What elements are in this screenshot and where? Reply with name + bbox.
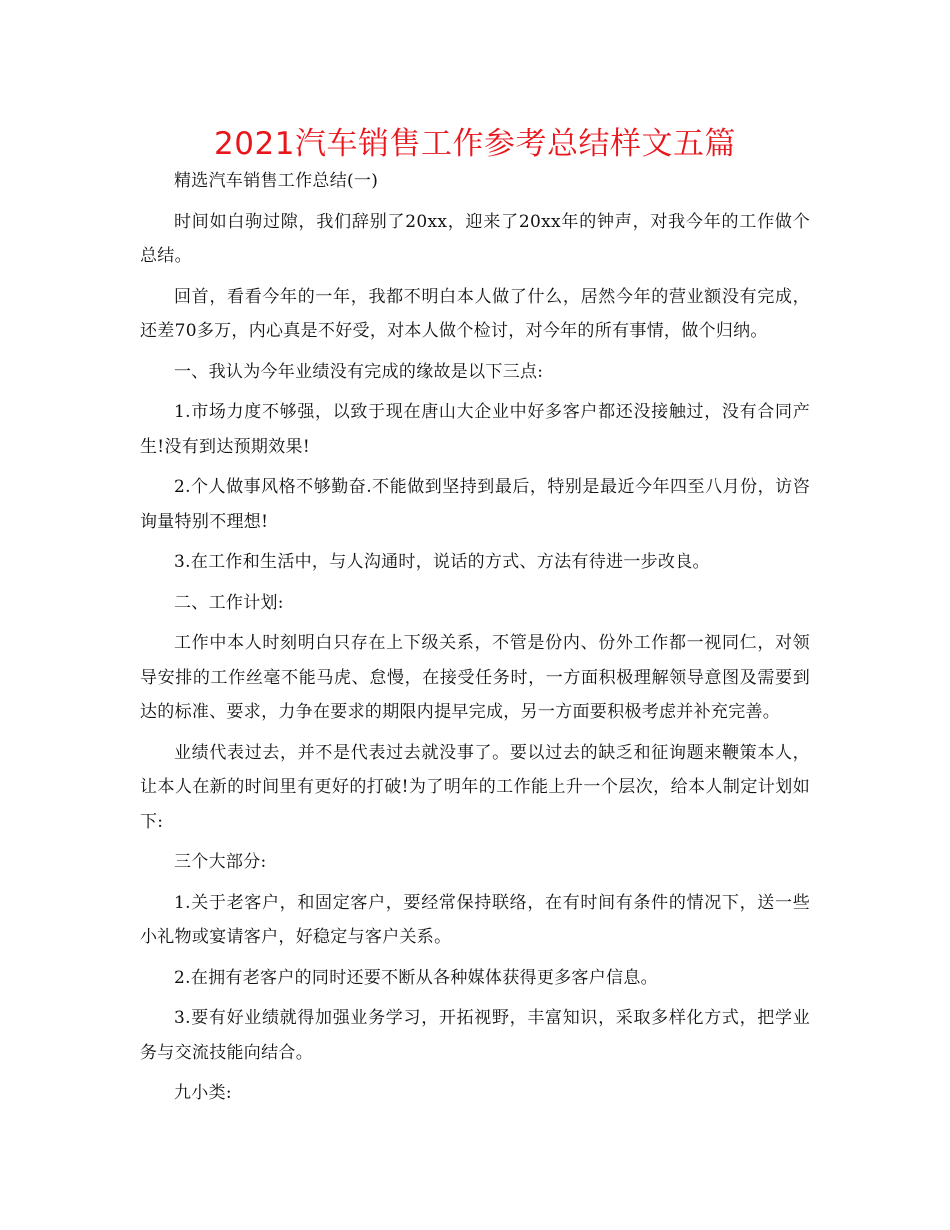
paragraph: 工作中本人时刻明白只存在上下级关系，不管是份内、份外工作都一视同仁，对领导安排的工作丝毫不能马虎、怠慢，在接受任务时，一方面积极理解领导意图及需要到达的标准、要求，力争在要求的期限内提早完成，另一方面要积极考虑并补充完善。	[140, 633, 810, 722]
paragraph: 时间如白驹过隙，我们辞别了20xx，迎来了20xx年的钟声，对我今年的工作做个总结。	[140, 211, 810, 266]
paragraph: 回首，看看今年的一年，我都不明白本人做了什么，居然今年的营业额没有完成，还差70多万，内心真是不好受，对本人做个检讨，对今年的所有事情，做个归纳。	[140, 286, 810, 341]
paragraph: 三个大部分:	[174, 852, 267, 872]
paragraph: 3.要有好业绩就得加强业务学习，开拓视野，丰富知识，采取多样化方式，把学业务与交流技能向结合。	[140, 1008, 810, 1063]
paragraph: 一、我认为今年业绩没有完成的缘故是以下三点:	[174, 361, 544, 382]
paragraph: 精选汽车销售工作总结(一)	[174, 171, 379, 191]
paragraph: 九小类:	[174, 1083, 232, 1103]
paragraph: 2.在拥有老客户的同时还要不断从各种媒体获得更多客户信息。	[174, 967, 658, 988]
paragraph: 1.关于老客户，和固定客户，要经常保持联络，在有时间有条件的情况下，送一些小礼物或宴请客户，好稳定与客户关系。	[140, 892, 810, 947]
paragraph: 2.个人做事风格不够勤奋.不能做到坚持到最后，特别是最近今年四至八月份，访咨询量特别不理想!	[140, 477, 810, 532]
paragraph: 3.在工作和生活中，与人沟通时，说话的方式、方法有待进一步改良。	[174, 552, 710, 572]
paragraph: 1.市场力度不够强，以致于现在唐山大企业中好多客户都还没接触过，没有合同产生!没有到达预期效果!	[140, 402, 810, 457]
paragraph: 二、工作计划:	[174, 592, 284, 613]
paragraph: 业绩代表过去，并不是代表过去就没事了。要以过去的缺乏和征询题来鞭策本人，让本人在新的时间里有更好的打破!为了明年的工作能上升一个层次，给本人制定计划如下:	[140, 742, 810, 832]
document-body	[140, 164, 810, 1117]
document-title: 2021汽车销售工作参考总结样文五篇	[214, 126, 736, 162]
